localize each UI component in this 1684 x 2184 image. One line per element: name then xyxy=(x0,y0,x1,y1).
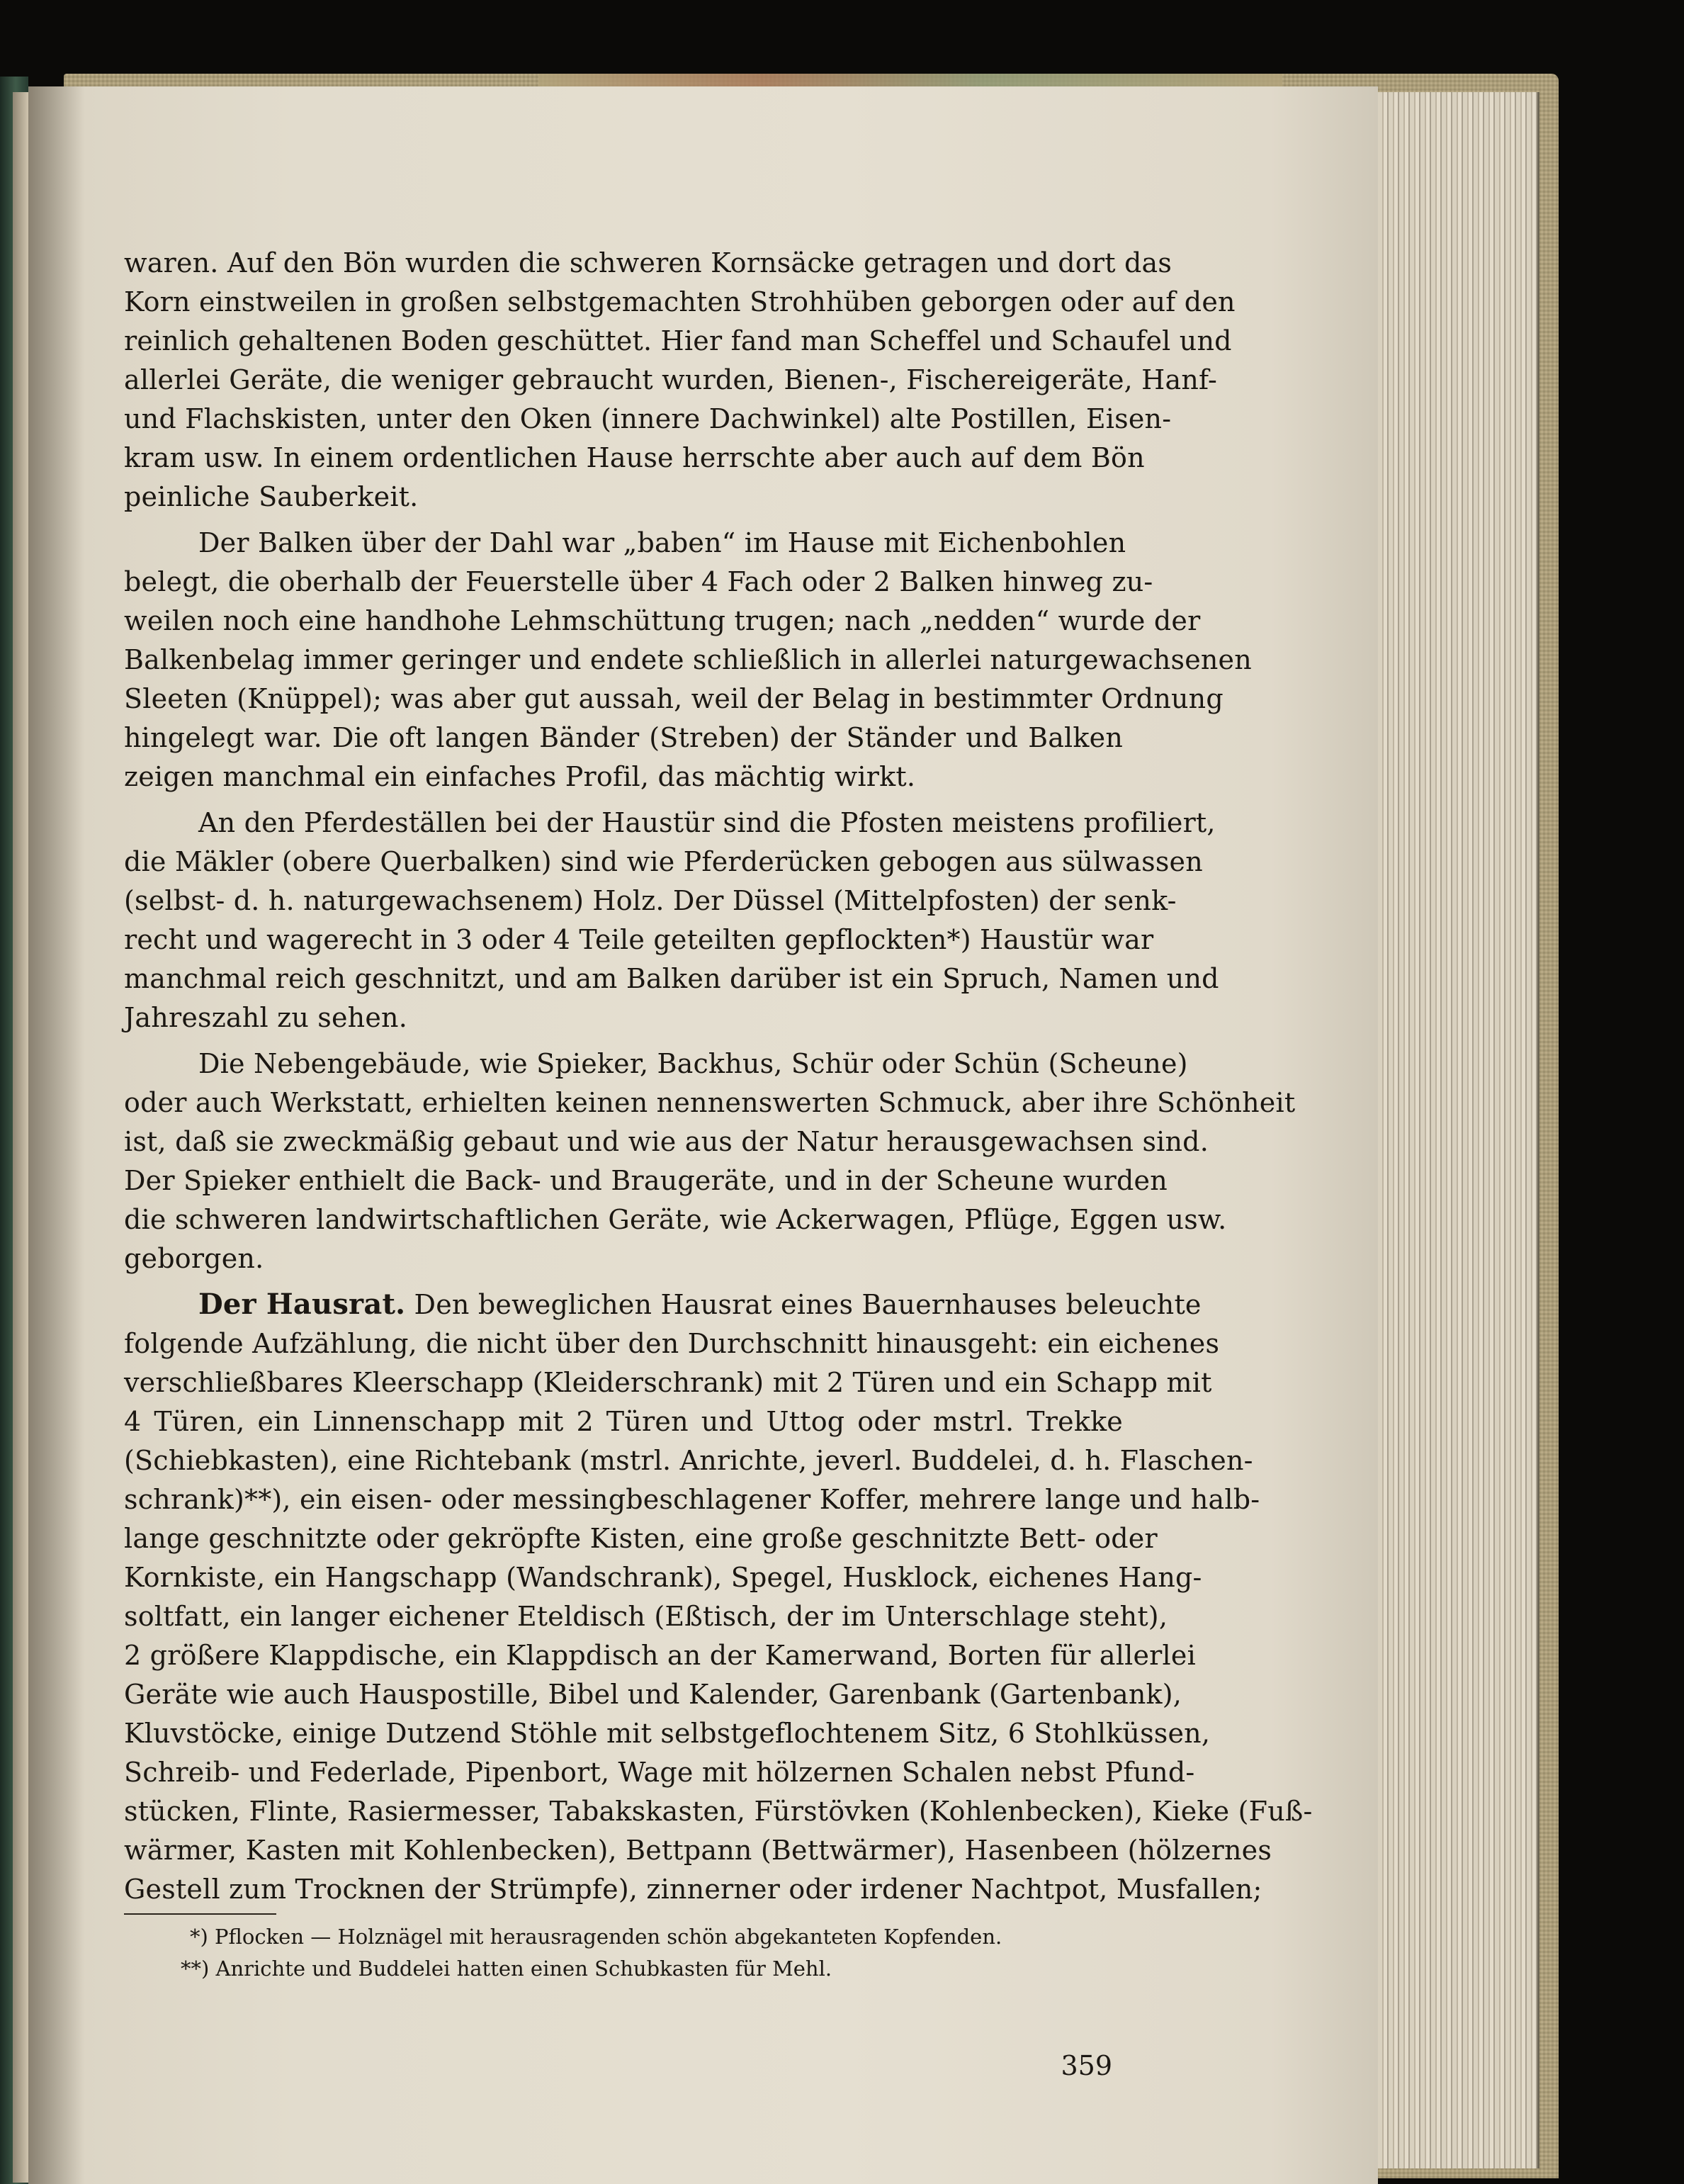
footnote: *) Pflocken — Holznägel mit herausragenden schön abgekanteten Kopfenden. xyxy=(190,1925,1002,1949)
text-line: Korn einstweilen in großen selbstgemachten Strohhüben geborgen oder auf den xyxy=(124,286,1236,317)
text-line: die Mäkler (obere Querbalken) sind wie Pferderücken gebogen aus sülwassen xyxy=(124,846,1203,877)
text-line: Balkenbelag immer geringer und endete schließlich in allerlei naturgewachsenen xyxy=(124,644,1252,675)
text-line: (Schiebkasten), eine Richtebank (mstrl. Anrichte, jeverl. Buddelei, d. h. Flaschen- xyxy=(124,1445,1253,1476)
footnote-rule xyxy=(124,1913,276,1915)
text-line: folgende Aufzählung, die nicht über den Durchschnitt hinausgeht: ein eichenes xyxy=(124,1328,1220,1359)
text-line: peinliche Sauberkeit. xyxy=(124,481,419,512)
text-line: die schweren landwirtschaftlichen Geräte, wie Ackerwagen, Pflüge, Eggen usw. xyxy=(124,1204,1227,1235)
text-line: soltfatt, ein langer eichener Eteldisch (Eßtisch, der im Unterschlage steht), xyxy=(124,1601,1168,1632)
gutter-shadow xyxy=(28,86,85,2184)
text-line: Der Spieker enthielt die Back- und Braugeräte, und in der Scheune wurden xyxy=(124,1165,1168,1196)
text-line: Der Balken über der Dahl war „baben“ im Hause mit Eichenbohlen xyxy=(198,527,1126,558)
previous-page-edge xyxy=(13,92,28,2183)
text-line: Kluvstöcke, einige Dutzend Stöhle mit selbstgeflochtenem Sitz, 6 Stohlküssen, xyxy=(124,1718,1211,1749)
text-line: weilen noch eine handhohe Lehmschüttung trugen; nach „nedden“ wurde der xyxy=(124,605,1201,636)
text-line: wärmer, Kasten mit Kohlenbecken), Bettpann (Bettwärmer), Hasenbeen (hölzernes xyxy=(124,1835,1272,1866)
text-line: Geräte wie auch Hauspostille, Bibel und Kalender, Garenbank (Gartenbank), xyxy=(124,1679,1182,1710)
text-line: An den Pferdeställen bei der Haustür sind die Pfosten meistens profiliert, xyxy=(198,807,1216,838)
text-line: lange geschnitzte oder gekröpfte Kisten, eine große geschnitzte Bett- oder xyxy=(124,1523,1158,1554)
text-line: verschließbares Kleerschapp (Kleiderschrank) mit 2 Türen und ein Schapp mit xyxy=(124,1367,1212,1398)
text-line: kram usw. In einem ordentlichen Hause herrschte aber auch auf dem Bön xyxy=(124,442,1145,473)
text-line: belegt, die oberhalb der Feuerstelle über 4 Fach oder 2 Balken hinweg zu- xyxy=(124,566,1153,597)
text-line: 2 größere Klappdische, ein Klappdisch an der Kamerwand, Borten für allerlei xyxy=(124,1640,1196,1671)
text-line: (selbst- d. h. naturgewachsenem) Holz. Der Düssel (Mittelpfosten) der senk- xyxy=(124,885,1177,916)
section-heading: Der Hausrat. xyxy=(198,1288,406,1321)
text-line: Sleeten (Knüppel); was aber gut aussah, weil der Belag in bestimmter Ordnung xyxy=(124,683,1224,714)
text-line: geborgen. xyxy=(124,1243,264,1274)
text-line: stücken, Flinte, Rasiermesser, Tabakskasten, Fürstövken (Kohlenbecken), Kieke (Fuß- xyxy=(124,1796,1313,1827)
section-first-line xyxy=(198,1286,1202,1323)
text-line: 4 Türen, ein Linnenschapp mit 2 Türen und Uttog oder mstrl. Trekke xyxy=(124,1406,1123,1437)
page-edges xyxy=(1367,92,1539,2168)
text-line: hingelegt war. Die oft langen Bänder (Streben) der Ständer und Balken xyxy=(124,722,1123,753)
text-line: Schreib- und Federlade, Pipenbort, Wage mit hölzernen Schalen nebst Pfund- xyxy=(124,1757,1195,1788)
text-line: manchmal reich geschnitzt, und am Balken darüber ist ein Spruch, Namen und xyxy=(124,963,1219,994)
text-line: zeigen manchmal ein einfaches Profil, das mächtig wirkt. xyxy=(124,761,916,792)
text-line: oder auch Werkstatt, erhielten keinen nennenswerten Schmuck, aber ihre Schönheit xyxy=(124,1087,1296,1118)
text-line: und Flachskisten, unter den Oken (innere Dachwinkel) alte Postillen, Eisen- xyxy=(124,403,1172,434)
text-line: schrank)**), ein eisen- oder messingbeschlagener Koffer, mehrere lange und halb- xyxy=(124,1484,1260,1515)
text-line: recht und wagerecht in 3 oder 4 Teile geteilten gepflockten*) Haustür war xyxy=(124,924,1154,955)
text-line: ist, daß sie zweckmäßig gebaut und wie aus der Natur herausgewachsen sind. xyxy=(124,1126,1209,1157)
text-line: Kornkiste, ein Hangschapp (Wandschrank), Spegel, Husklock, eichenes Hang- xyxy=(124,1562,1202,1593)
text-line: allerlei Geräte, die weniger gebraucht wurden, Bienen-, Fischereigeräte, Hanf- xyxy=(124,364,1218,395)
text-line: reinlich gehaltenen Boden geschüttet. Hier fand man Scheffel und Schaufel und xyxy=(124,325,1232,356)
footnote: **) Anrichte und Buddelei hatten einen Schubkasten für Mehl. xyxy=(181,1957,832,1981)
text-line: Die Nebengebäude, wie Spieker, Backhus, Schür oder Schün (Scheune) xyxy=(198,1048,1188,1079)
text-line: Jahreszahl zu sehen. xyxy=(124,1002,407,1033)
text-line: Gestell zum Trocknen der Strümpfe), zinnerner oder irdener Nachtpot, Musfallen; xyxy=(124,1874,1262,1905)
text-line: waren. Auf den Bön wurden die schweren Kornsäcke getragen und dort das xyxy=(124,247,1172,278)
page-number: 359 xyxy=(1061,2050,1112,2081)
text-run: Den beweglichen Hausrat eines Bauernhauses beleuchte xyxy=(414,1289,1202,1320)
